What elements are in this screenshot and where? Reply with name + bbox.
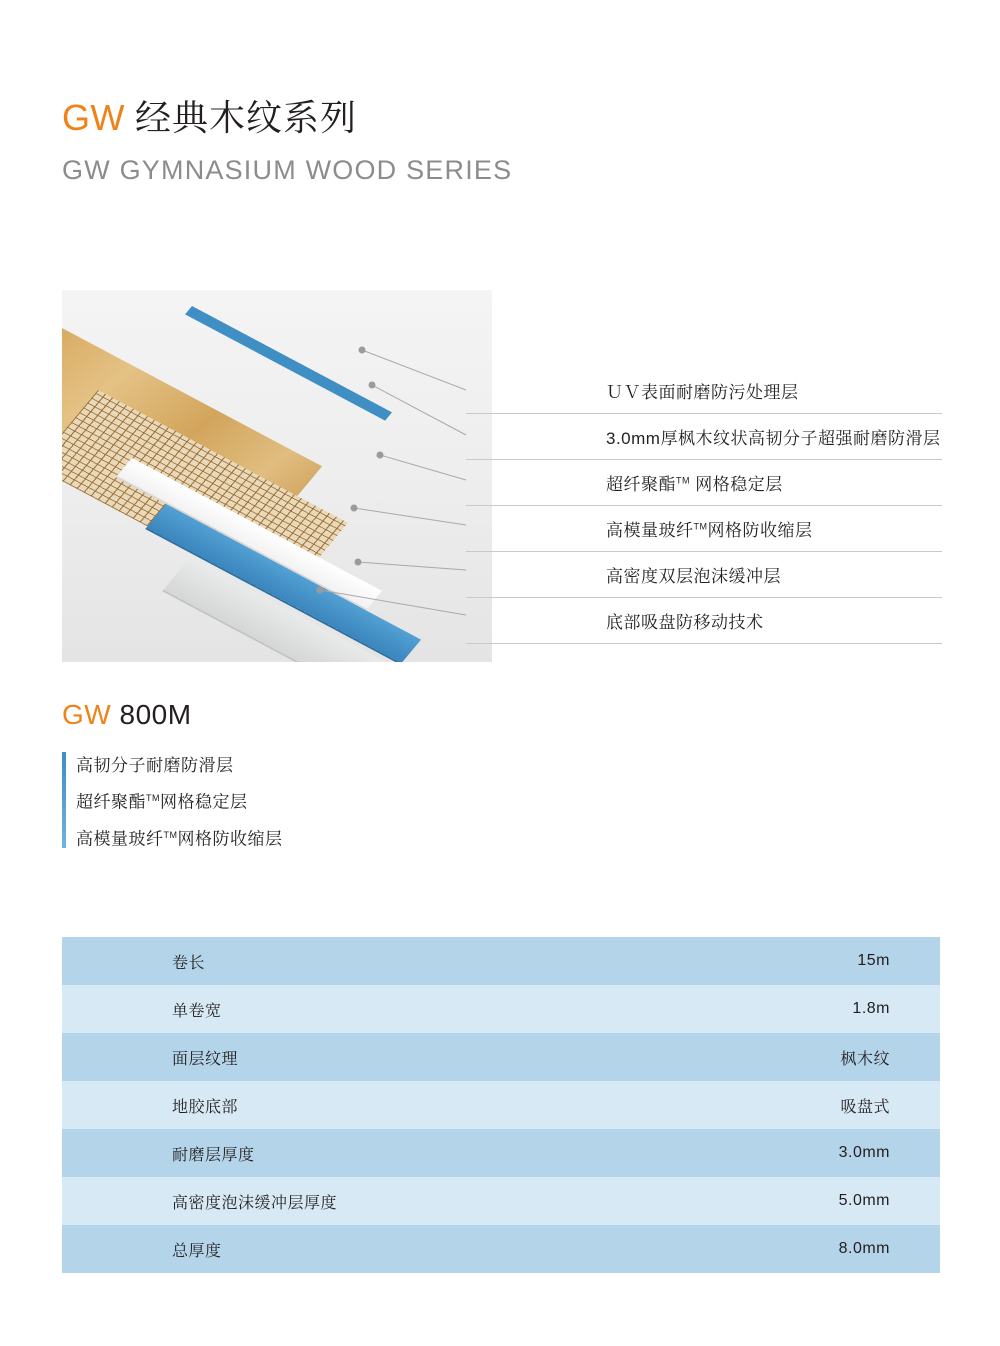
feature-item: 高韧分子耐磨防滑层	[76, 756, 234, 775]
spec-label: 卷长	[172, 954, 206, 972]
table-row	[62, 1129, 940, 1177]
table-row	[62, 1033, 940, 1081]
callout-item	[466, 506, 942, 552]
brand-text: GW	[62, 97, 125, 138]
table-row	[62, 937, 940, 985]
spec-label: 总厚度	[172, 1242, 222, 1260]
page-title	[62, 96, 942, 140]
callout-label: 高密度双层泡沫缓冲层	[606, 567, 781, 586]
spec-value: 3.0mm	[838, 1144, 890, 1161]
spec-value: 15m	[857, 952, 890, 969]
title-chinese: 经典木纹系列	[134, 97, 357, 138]
model-brand: GW	[62, 699, 112, 730]
model-code: 800M	[119, 699, 192, 730]
spec-value: 8.0mm	[838, 1240, 890, 1257]
feature-item: 高模量玻纤™网格防收缩层	[76, 829, 283, 849]
spec-label: 高密度泡沫缓冲层厚度	[172, 1194, 338, 1212]
page-header	[62, 96, 942, 186]
callout-label: ＵＶ表面耐磨防污处理层	[606, 383, 799, 402]
trademark-mark: TM	[146, 793, 160, 803]
callout-item	[466, 368, 942, 414]
callout-item	[466, 552, 942, 598]
callout-item	[466, 414, 942, 460]
callout-item	[466, 460, 942, 506]
trademark-mark: TM	[676, 475, 690, 486]
model-title	[62, 698, 662, 732]
layer-blue-backing-top	[185, 306, 392, 421]
callout-item	[466, 598, 942, 644]
spec-value: 枫木纹	[840, 1050, 890, 1068]
feature-item: 超纤聚酯™网格稳定层	[76, 792, 248, 812]
callout-label: 高模量玻纤™网格防收缩层	[606, 521, 813, 540]
spec-label: 耐磨层厚度	[172, 1146, 255, 1164]
feature-list	[62, 750, 662, 855]
table-row	[62, 1177, 940, 1225]
spec-label: 面层纹理	[172, 1050, 239, 1068]
spec-value: 5.0mm	[838, 1192, 890, 1209]
callout-label: 超纤聚酯™ 网格稳定层	[606, 475, 783, 494]
table-row	[62, 985, 940, 1033]
table-row	[62, 1225, 940, 1273]
spec-value: 吸盘式	[840, 1098, 890, 1116]
spec-table	[62, 937, 940, 1273]
spec-label: 单卷宽	[172, 1002, 222, 1020]
layer-diagram	[62, 290, 942, 662]
trademark-mark: TM	[693, 521, 708, 532]
callout-label: 底部吸盘防移动技术	[606, 613, 764, 632]
model-section	[62, 698, 662, 855]
page-subtitle: GW GYMNASIUM WOOD SERIES	[62, 155, 513, 185]
product-photo	[62, 290, 492, 662]
trademark-mark: TM	[163, 829, 178, 840]
spec-label: 地胶底部	[172, 1098, 239, 1116]
table-row	[62, 1081, 940, 1129]
callout-list	[466, 368, 942, 644]
spec-value: 1.8m	[852, 1000, 890, 1017]
callout-label: 3.0mm厚枫木纹状高韧分子超强耐磨防滑层	[606, 429, 941, 448]
